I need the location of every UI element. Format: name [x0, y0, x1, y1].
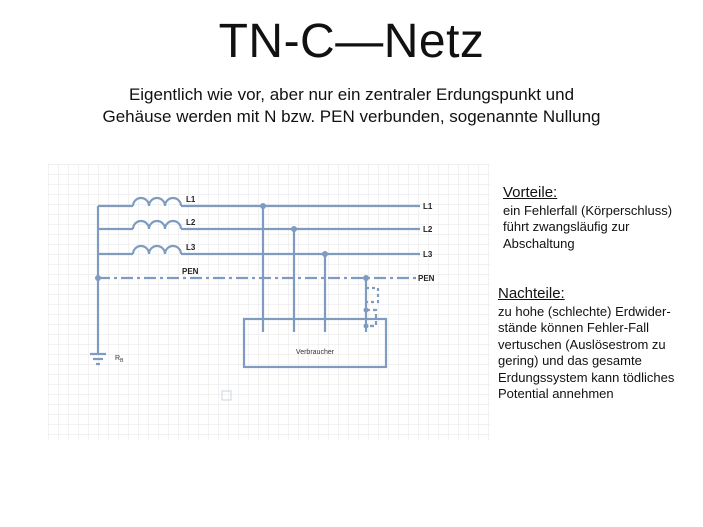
- label-pen-left: PEN: [182, 267, 199, 276]
- junction-dot: [95, 275, 101, 281]
- subtitle-line: Eigentlich wie vor, aber nur ein zentraler Erdungspunkt und: [128, 85, 575, 104]
- disadvantages-panel: [498, 286, 674, 403]
- disadvantages-line: Erdungssystem kann tödliches: [498, 369, 675, 385]
- disadvantages-heading: Nachteile:: [498, 285, 565, 302]
- label-l3-left: L3: [186, 243, 196, 252]
- label-pen-right: PEN: [418, 274, 435, 283]
- junction-dot: [364, 324, 369, 329]
- load-label: Verbraucher: [295, 349, 335, 356]
- earth-resistance-label: $R_B$: [115, 355, 124, 364]
- advantages-heading: Vorteile:: [503, 184, 558, 201]
- advantages-line: ein Fehlerfall (Körperschluss): [503, 202, 673, 218]
- label-l1-right: L1: [423, 202, 433, 211]
- label-l2-right: L2: [423, 225, 433, 234]
- tn-c-network-diagram: [48, 164, 490, 440]
- disadvantages-line: zu hohe (schlechte) Erdwider-: [498, 303, 671, 319]
- subtitle-line: Gehäuse werden mit N bzw. PEN verbunden, sogenannte Nullung: [102, 107, 601, 126]
- disadvantages-line: Potential annehmen: [498, 386, 614, 401]
- advantages-line: Abschaltung: [503, 235, 575, 251]
- advantages-panel: [503, 185, 672, 252]
- label-l2-left: L2: [186, 218, 196, 227]
- label-l3-right: L3: [423, 250, 433, 259]
- junction-dot: [364, 308, 369, 313]
- junction-dot: [322, 251, 328, 257]
- junction-dot: [291, 226, 297, 232]
- disadvantages-line: gering) und das gesamte: [498, 353, 642, 368]
- disadvantages-line: vertuschen (Auslösestrom zu: [498, 336, 666, 352]
- advantages-line: führt zwangsläufig zur: [503, 219, 630, 234]
- junction-dot: [363, 275, 369, 281]
- disadvantages-line: stände können Fehler-Fall: [498, 320, 650, 335]
- slide-title: TN-C—Netz: [218, 15, 485, 68]
- slide-subtitle: [40, 84, 663, 128]
- label-l1-left: L1: [186, 195, 196, 204]
- junction-dot: [260, 203, 266, 209]
